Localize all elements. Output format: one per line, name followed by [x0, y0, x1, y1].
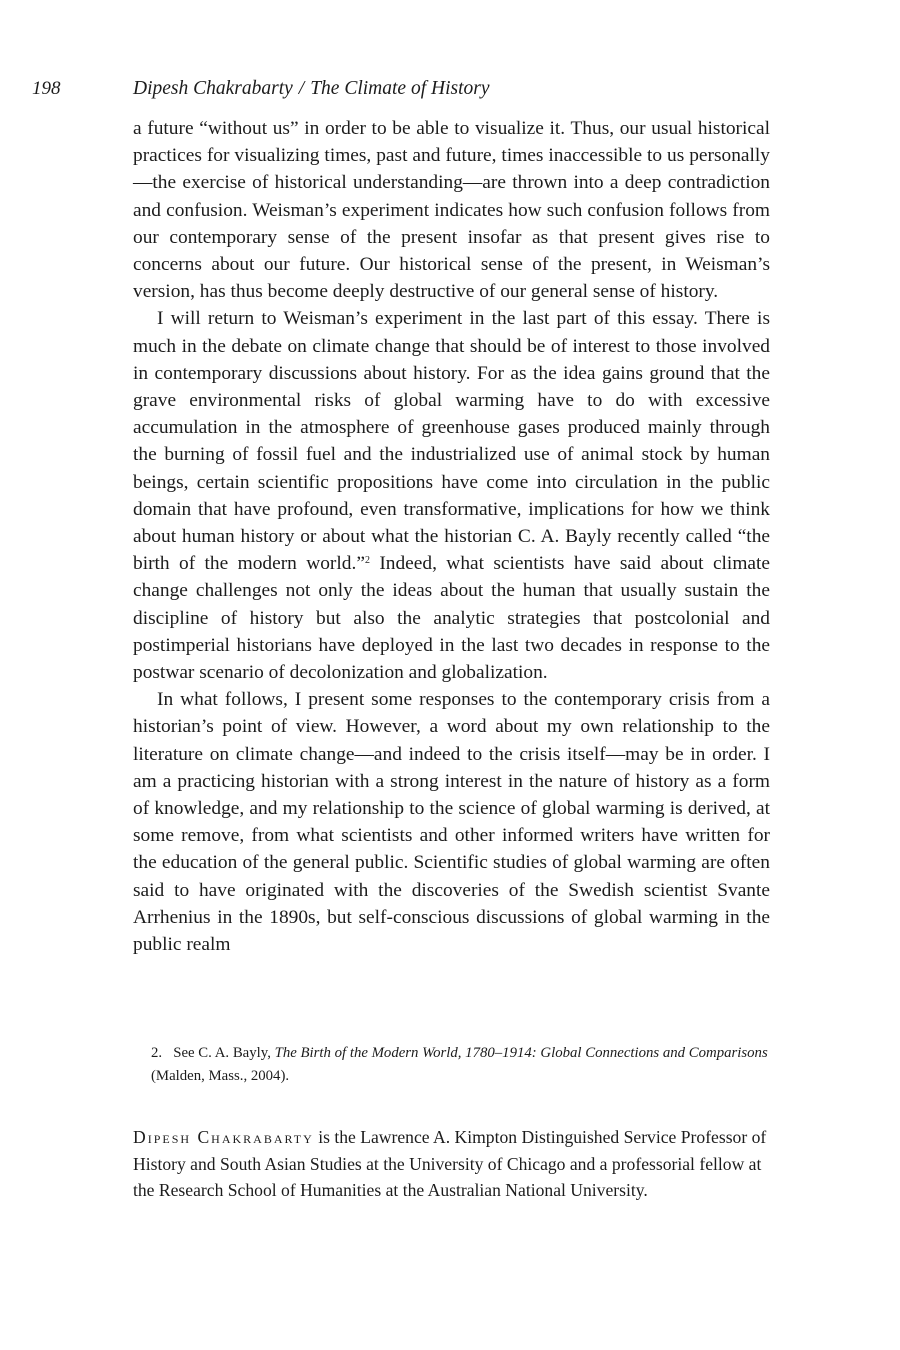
author-bio-text: is the Lawrence A. Kimpton Distinguished Service Professor of History and South Asian Studies at the University of Chicago and a professorial fellow at the Research School of Humanities at the Australian National University. — [133, 1127, 767, 1200]
paragraph-3: In what follows, I present some responses to the contemporary crisis from a historian’s point of view. However, a word about my own relationship to the literature on climate change—and indeed to the crisis itself—may be in order. I am a practicing historian with a strong interest in the nature of history as a form of knowledge, and my relationship to the science of global warming is derived, at some remove, from what scientists and other informed writers have written for the education of the general public. Scientific studies of global warming are often said to have originated with the discoveries of the Swedish scientist Svante Arrhenius in the 1890s, but self-conscious discussions of global warming in the public realm — [133, 689, 770, 956]
paragraph-1: a future “without us” in order to be able to visualize it. Thus, our usual historical practices for visualizing times, past and future, times inaccessible to us personally—the exercise of historical understanding—are thrown into a deep contradiction and confusion. Weisman’s experiment indicates how such confusion follows from our contemporary sense of the present insofar as that present gives rise to concerns about our future. Our historical sense of the present, in Weisman’s version, has thus become deeply destructive of our general sense of history. — [133, 118, 770, 303]
body-text — [133, 115, 770, 958]
footnote-reference: 2 — [364, 555, 370, 567]
author-bio-name: Dipesh Chakrabarty — [133, 1127, 314, 1147]
running-head-title: The Climate of History — [310, 78, 490, 99]
paragraph-2-part-2: Indeed, what scientists have said about climate change challenges not only the ideas about the human that usually sustain the discipline of history but also the analytic strategies that postcolonial and postimperial historians have deployed in the last two decades in response to the postwar scenario of decolonization and globalization. — [133, 553, 771, 684]
footnote-prefix: See C. A. Bayly, — [173, 1045, 275, 1061]
footnote — [133, 1042, 770, 1087]
author-bio — [133, 1124, 770, 1204]
footnote-text — [133, 1042, 770, 1087]
footnote-number: 2. — [151, 1045, 163, 1061]
running-head-separator: / — [298, 78, 305, 99]
paragraph-2 — [133, 305, 770, 686]
running-head — [133, 78, 490, 100]
running-head-author: Dipesh Chakrabarty — [133, 78, 293, 99]
paragraph-2-part-1: I will return to Weisman’s experiment in the last part of this essay. There is much in the debate on climate change that should be of interest to those involved in contemporary discussions about history. For as the idea gains ground that the grave environmental risks of global warming have to do with excessive accumulation in the atmosphere of greenhouse gases produced mainly through the burning of fossil fuel and the industrialized use of animal stock by human beings, certain scientific propositions have come into circulation in the public domain that have profound, even transformative, implications for how we think about human history or about what the historian C. A. Bayly recently called “the birth of the modern world.” — [133, 308, 770, 575]
page-number: 198 — [32, 78, 61, 99]
footnote-book-title: The Birth of the Modern World, 1780–1914: Global Connections and Comparisons — [274, 1045, 768, 1061]
footnote-suffix: (Malden, Mass., 2004). — [151, 1067, 290, 1084]
